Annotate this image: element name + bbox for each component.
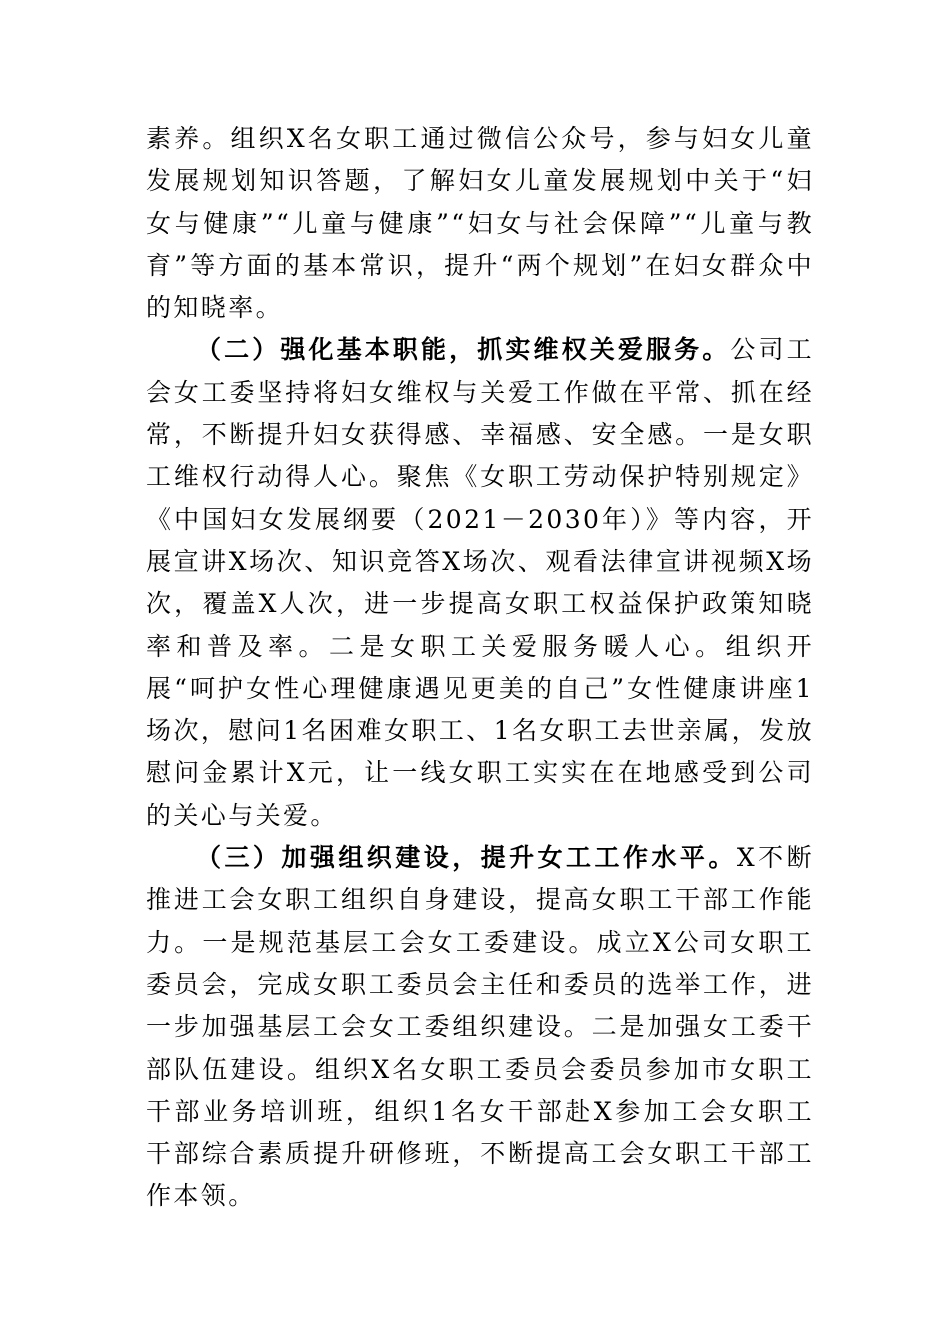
- paragraph-text: 公司工会女工委坚持将妇女维权与关爱工作做在平常、抓在经常，不断提升妇女获得感、幸福感、安全感。一是女职工维权行动得人心。聚焦《女职工劳动保护特别规定》《中国妇女发展纲要（2021－2030年）》等内容，开展宣讲X场次、知识竞答X场次、观看法律宣讲视频X场次，覆盖X人次，进一步提高女职工权益保护政策知晓率和普及率。二是女职工关爱服务暖人心。组织开展“呵护女性心理健康遇见更美的自己”女性健康讲座1场次，慰问1名困难女职工、1名女职工去世亲属，发放慰问金累计X元，让一线女职工实实在在地感受到公司的关心与关爱。: [146, 335, 814, 830]
- paragraph-continuation: [146, 118, 814, 329]
- paragraph-text: 素养。组织X名女职工通过微信公众号，参与妇女儿童发展规划知识答题，了解妇女儿童发展规划中关于“妇女与健康”“儿童与健康”“妇女与社会保障”“儿童与教育”等方面的基本常识，提升“两个规划”在妇女群众中的知晓率。: [146, 124, 814, 323]
- section-heading: （三）加强组织建设，提升女工工作水平。: [196, 843, 737, 873]
- section-heading: （二）强化基本职能，抓实维权关爱服务。: [196, 335, 731, 365]
- paragraph-section-three: [146, 837, 814, 1218]
- paragraph-text: X不断推进工会女职工组织自身建设，提高女职工干部工作能力。一是规范基层工会女工委建设。成立X公司女职工委员会，完成女职工委员会主任和委员的选举工作，进一步加强基层工会女工委组织建设。二是加强女工委干部队伍建设。组织X名女职工委员会委员参加市女职工干部业务培训班，组织1名女干部赴X参加工会女职工干部综合素质提升研修班，不断提高工会女职工干部工作本领。: [146, 843, 815, 1211]
- paragraph-section-two: [146, 329, 814, 837]
- document-body: [146, 118, 814, 1218]
